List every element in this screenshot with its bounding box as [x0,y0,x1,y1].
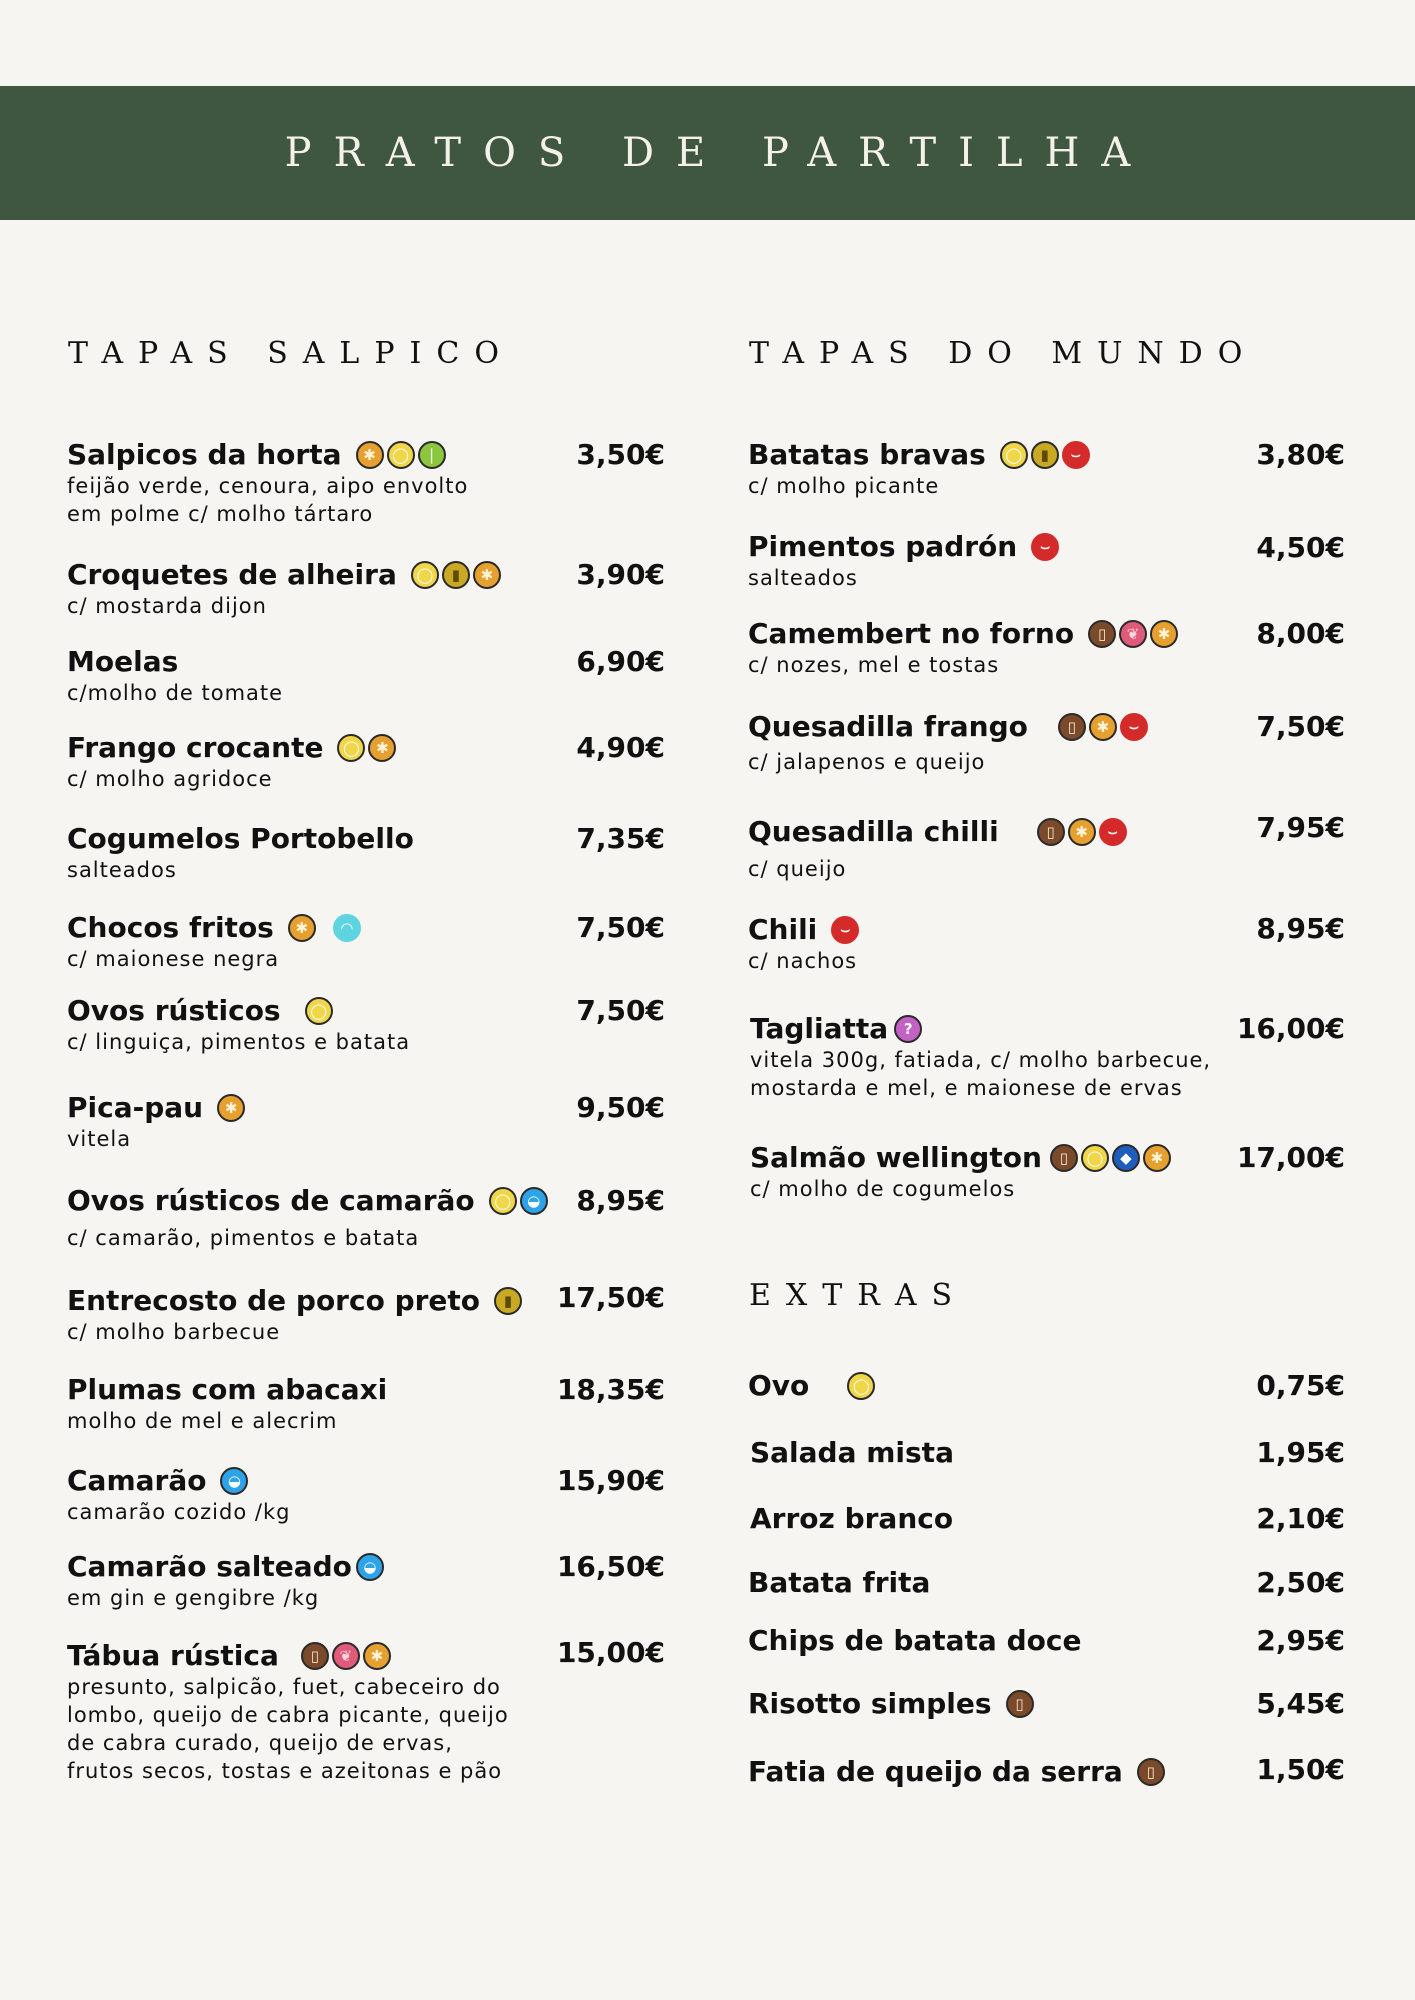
spicy-icon: ⌣ [1062,441,1090,469]
egg-icon: ◯ [387,441,415,469]
extra-item-arroz-branco [750,1502,953,1536]
milk-icon: ▯ [1058,713,1086,741]
item-price: 7,50€ [576,994,665,1027]
item-name: Batatas bravas [748,438,986,471]
item-description: camarão cozido /kg [67,1500,291,1524]
extra-item-ovo [748,1369,875,1403]
milk-icon: ▯ [1006,1690,1034,1718]
item-price: 2,50€ [1256,1566,1345,1599]
gluten-icon: ✱ [363,1642,391,1670]
item-price: 5,45€ [1256,1687,1345,1720]
item-name: Chili [748,913,818,946]
item-price: 8,95€ [576,1184,665,1217]
mustard-icon: ▮ [1031,441,1059,469]
item-description: molho de mel e alecrim [67,1409,338,1433]
item-price: 2,10€ [1256,1502,1345,1535]
item-name: Fatia de queijo da serra [748,1755,1123,1788]
section-title-tapas-do-mundo: TAPAS DO MUNDO [749,336,1258,371]
spicy-icon: ⌣ [1099,818,1127,846]
egg-icon: ◯ [847,1372,875,1400]
item-price: 7,50€ [576,911,665,944]
item-name: Ovos rústicos [67,994,281,1027]
extra-item-salada-mista [750,1436,954,1470]
item-name: Camarão salteado [67,1550,352,1583]
item-price: 9,50€ [576,1091,665,1124]
item-description: presunto, salpicão, fuet, cabeceiro do [67,1675,501,1699]
item-description: em polme c/ molho tártaro [67,502,374,526]
item-description: c/ molho barbecue [67,1320,281,1344]
menu-item-quesadilla-chilli [748,815,1127,883]
section-title-tapas-salpico: TAPAS SALPICO [68,336,514,371]
item-name: Cogumelos Portobello [67,822,414,855]
item-price: 16,00€ [1236,1012,1345,1045]
celery-icon: ❘ [418,441,446,469]
item-name: Batata frita [748,1566,931,1599]
item-description: de cabra curado, queijo de ervas, [67,1731,453,1755]
item-name: Risotto simples [748,1687,992,1720]
item-price: 4,50€ [1256,531,1345,564]
gluten-icon: ✱ [1143,1144,1171,1172]
item-description: c/ queijo [748,857,847,881]
item-name: Chocos fritos [67,911,274,944]
item-price: 15,00€ [556,1636,665,1669]
item-description: mostarda e mel, e maionese de ervas [750,1076,1183,1100]
mustard-icon: ▮ [442,561,470,589]
fish-icon: ◆ [1112,1144,1140,1172]
item-name: Ovos rústicos de camarão [67,1184,475,1217]
milk-icon: ▯ [1037,818,1065,846]
spicy-icon: ⌣ [831,916,859,944]
item-name: Camembert no forno [748,617,1075,650]
item-name: Salmão wellington [750,1141,1042,1174]
menu-item-quesadilla-frango [748,710,1148,776]
section-title-extras: EXTRAS [749,1278,968,1313]
page-title: PRATOS DE PARTILHA [284,130,1153,176]
item-name: Camarão [67,1464,207,1497]
gluten-icon: ✱ [356,441,384,469]
item-price: 8,00€ [1256,617,1345,650]
item-price: 3,90€ [576,558,665,591]
item-price: 6,90€ [576,645,665,678]
header-banner [0,86,1415,220]
item-name: Pica-pau [67,1091,204,1124]
item-description: salteados [67,858,177,882]
item-description: c/ molho de cogumelos [750,1177,1016,1201]
milk-icon: ▯ [1088,620,1116,648]
item-name: Chips de batata doce [748,1624,1082,1657]
item-price: 3,80€ [1256,438,1345,471]
egg-icon: ◯ [489,1187,517,1215]
item-description: c/ linguiça, pimentos e batata [67,1030,411,1054]
item-description: c/ molho agridoce [67,767,273,791]
item-price: 2,95€ [1256,1624,1345,1657]
item-price: 15,90€ [556,1464,665,1497]
egg-icon: ◯ [305,997,333,1025]
mustard-icon: ▮ [494,1287,522,1315]
item-name: Frango crocante [67,731,324,764]
item-description: frutos secos, tostas e azeitonas e pão [67,1759,503,1783]
item-name: Ovo [748,1369,810,1402]
item-description: salteados [748,566,858,590]
item-description: vitela 300g, fatiada, c/ molho barbecue, [750,1048,1212,1072]
gluten-icon: ✱ [1150,620,1178,648]
egg-icon: ◯ [411,561,439,589]
item-price: 17,50€ [556,1281,665,1314]
item-name: Pimentos padrón [748,530,1018,563]
item-price: 3,50€ [576,438,665,471]
menu-item-pimentos-padron [748,530,1059,592]
menu-item-tagliatta [750,1012,1211,1102]
egg-icon: ◯ [337,734,365,762]
gluten-icon: ✱ [473,561,501,589]
item-description: lombo, queijo de cabra picante, queijo [67,1703,509,1727]
spicy-icon: ⌣ [1120,713,1148,741]
menu-item-salmao-wellington [750,1141,1171,1203]
item-price: 17,00€ [1236,1141,1345,1174]
item-description: c/ nozes, mel e tostas [748,653,1000,677]
menu-item-chili [748,913,859,975]
menu-item-croquetes-de-alheira [67,558,501,620]
menu-item-chocos-fritos [67,911,361,973]
milk-icon: ▯ [301,1642,329,1670]
item-description: c/ molho picante [748,474,940,498]
item-name: Salpicos da horta [67,438,342,471]
menu-item-camembert-no-forno [748,617,1178,679]
item-name: Tagliatta [750,1012,889,1045]
crustacean-icon: ◒ [220,1467,248,1495]
menu-item-plumas-com-abacaxi [67,1373,387,1435]
menu-item-camarao-salteado [67,1550,384,1612]
item-name: Entrecosto de porco preto [67,1284,481,1317]
question-icon: ? [894,1015,922,1043]
item-price: 16,50€ [556,1550,665,1583]
gluten-icon: ✱ [368,734,396,762]
item-name: Tábua rústica [67,1639,279,1672]
spicy-icon: ⌣ [1031,533,1059,561]
gluten-icon: ✱ [217,1094,245,1122]
menu-item-batatas-bravas [748,438,1090,500]
menu-item-entrecosto-de-porco-preto [67,1284,522,1346]
menu-item-ovos-rusticos [67,994,410,1056]
menu-item-pica-pau [67,1091,245,1153]
item-price: 1,50€ [1256,1753,1345,1786]
item-name: Plumas com abacaxi [67,1373,388,1406]
egg-icon: ◯ [1000,441,1028,469]
gluten-icon: ✱ [1089,713,1117,741]
crustacean-icon: ◒ [356,1553,384,1581]
item-name: Quesadilla chilli [748,815,999,848]
item-price: 7,50€ [1256,710,1345,743]
item-price: 0,75€ [1256,1369,1345,1402]
item-description: c/ nachos [748,949,858,973]
mollusc-icon: ◠ [333,914,361,942]
extra-item-risotto-simples [748,1687,1034,1721]
item-price: 7,95€ [1256,811,1345,844]
item-price: 1,95€ [1256,1436,1345,1469]
menu-item-cogumelos-portobello [67,822,414,884]
menu-item-salpicos-da-horta [67,438,468,528]
item-price: 4,90€ [576,731,665,764]
item-price: 7,35€ [576,822,665,855]
item-name: Arroz branco [750,1502,954,1535]
item-price: 8,95€ [1256,912,1345,945]
menu-item-camarao [67,1464,290,1526]
item-description: em gin e gengibre /kg [67,1586,320,1610]
crustacean-icon: ◒ [520,1187,548,1215]
extra-item-fatia-de-queijo-da-serra [748,1755,1165,1789]
item-description: c/ mostarda dijon [67,594,267,618]
item-description: c/ maionese negra [67,947,280,971]
item-description: c/ camarão, pimentos e batata [67,1226,420,1250]
extra-item-batata-frita [748,1566,930,1600]
gluten-icon: ✱ [288,914,316,942]
item-name: Moelas [67,645,179,678]
item-name: Quesadilla frango [748,710,1028,743]
milk-icon: ▯ [1050,1144,1078,1172]
nuts-icon: ❦ [332,1642,360,1670]
menu-item-moelas [67,645,283,707]
item-description: vitela [67,1127,132,1151]
item-description: c/ jalapenos e queijo [748,750,986,774]
menu-item-ovos-rusticos-de-camarao [67,1184,548,1252]
item-name: Salada mista [750,1436,954,1469]
menu-item-frango-crocante [67,731,396,793]
item-description: c/molho de tomate [67,681,284,705]
item-description: feijão verde, cenoura, aipo envolto [67,474,469,498]
extra-item-chips-de-batata-doce [748,1624,1081,1658]
item-name: Croquetes de alheira [67,558,397,591]
item-price: 18,35€ [556,1373,665,1406]
milk-icon: ▯ [1137,1758,1165,1786]
egg-icon: ◯ [1081,1144,1109,1172]
nuts-icon: ❦ [1119,620,1147,648]
menu-item-tabua-rustica [67,1639,509,1785]
gluten-icon: ✱ [1068,818,1096,846]
